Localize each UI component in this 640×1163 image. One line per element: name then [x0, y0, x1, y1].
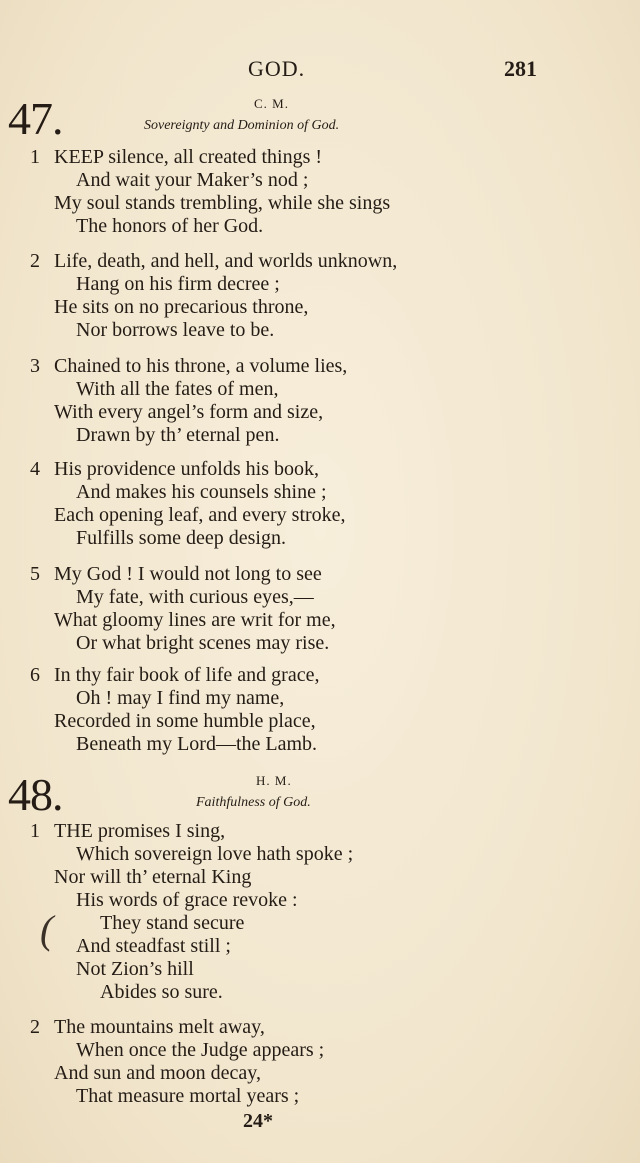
hymn-line: Each opening leaf, and every stroke,: [54, 504, 346, 526]
hymn-subject: Faithfulness of God.: [196, 795, 311, 810]
stanza-number: 6: [30, 664, 40, 686]
hymn-line: Beneath my Lord—the Lamb.: [76, 733, 318, 755]
hymn-line: Recorded in some humble place,: [54, 710, 316, 732]
hymn-line: Oh ! may I find my name,: [76, 687, 285, 709]
hymn-line: Not Zion’s hill: [76, 958, 194, 980]
hymn-line: Or what bright scenes may rise.: [76, 632, 330, 654]
hymn-line: Chained to his throne, a volume lies,: [54, 355, 348, 377]
hymn-line: What gloomy lines are writ for me,: [54, 609, 336, 631]
hymn-line: The mountains melt away,: [54, 1016, 265, 1038]
hymn-line: Fulfills some deep design.: [76, 527, 286, 549]
hymn-line: My God ! I would not long to see: [54, 563, 322, 585]
stanza-number: 1: [30, 146, 40, 168]
hymn-line: Life, death, and hell, and worlds unknown,: [54, 250, 398, 272]
hymn-line: Abides so sure.: [100, 981, 223, 1003]
hymn-line: When once the Judge appears ;: [76, 1039, 325, 1061]
hymn-line: With every angel’s form and size,: [54, 401, 324, 423]
hymn-line: My fate, with curious eyes,—: [76, 586, 314, 608]
hymn-subject: Sovereignty and Dominion of God.: [144, 118, 340, 133]
hymn-meter: H. M.: [256, 773, 292, 788]
hymn-line: And makes his counsels shine ;: [76, 481, 327, 503]
hymn-line: My soul stands trembling, while she sings: [54, 192, 391, 214]
signature-mark: 24*: [243, 1110, 273, 1132]
hymn-line: And wait your Maker’s nod ;: [76, 169, 309, 191]
running-head: [0, 56, 640, 84]
section-title: GOD.: [248, 56, 306, 81]
hymn-line: With all the fates of men,: [76, 378, 279, 400]
bracket-mark: (: [40, 907, 54, 952]
page-number: 281: [504, 56, 537, 81]
hymn-line: That measure mortal years ;: [76, 1085, 300, 1107]
hymn-line: In thy fair book of life and grace,: [54, 664, 320, 686]
hymn-number: 47.: [8, 93, 63, 144]
hymn-line: The honors of her God.: [76, 215, 264, 237]
hymn-line: Drawn by th’ eternal pen.: [76, 424, 280, 446]
hymn-line: His providence unfolds his book,: [54, 458, 319, 480]
hymn-meter: C. M.: [254, 96, 289, 111]
hymn-line: KEEP silence, all created things !: [54, 146, 323, 168]
hymn-line: THE promises I sing,: [54, 820, 226, 842]
hymn-line: Which sovereign love hath spoke ;: [76, 843, 354, 865]
stanza-number: 3: [30, 355, 40, 377]
hymn-line: His words of grace revoke :: [76, 889, 298, 911]
stanza-number: 4: [30, 458, 40, 480]
stanza-number: 2: [30, 250, 40, 272]
hymn-line: And sun and moon decay,: [54, 1062, 261, 1084]
hymn-line: Hang on his firm decree ;: [76, 273, 280, 295]
hymn-line: Nor borrows leave to be.: [76, 319, 275, 341]
hymn-number: 48.: [8, 769, 63, 820]
hymn-line: And steadfast still ;: [76, 935, 231, 957]
hymn-line: Nor will th’ eternal King: [54, 866, 252, 888]
stanza-number: 5: [30, 563, 40, 585]
stanza-number: 1: [30, 820, 40, 842]
hymn-line: He sits on no precarious throne,: [54, 296, 309, 318]
stanza-number: 2: [30, 1016, 40, 1038]
hymn-line: They stand secure: [100, 912, 245, 934]
